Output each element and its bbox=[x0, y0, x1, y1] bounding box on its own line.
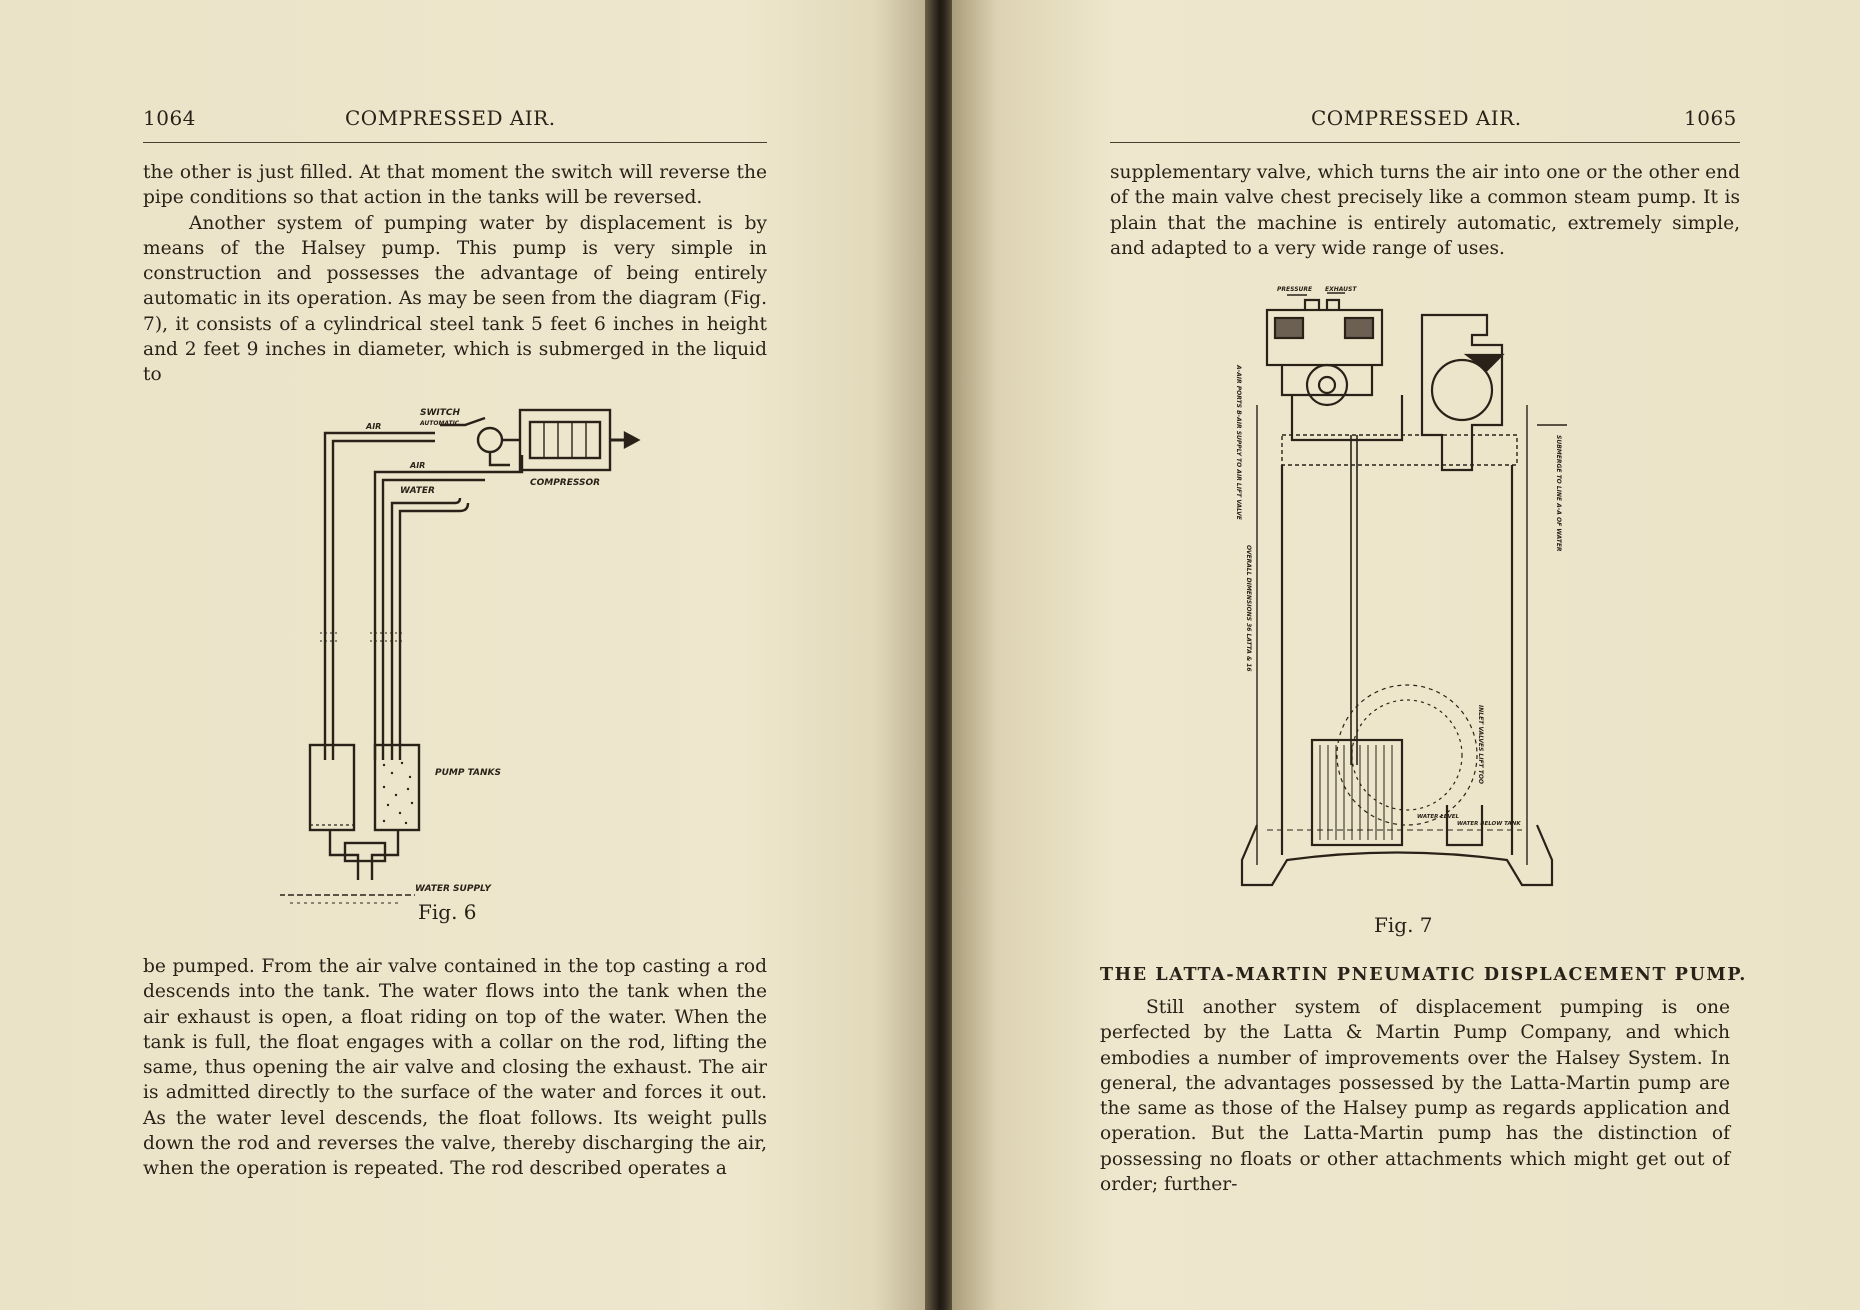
tank-body bbox=[1292, 395, 1402, 440]
air-valve bbox=[1307, 365, 1347, 405]
tank-base bbox=[1242, 825, 1552, 885]
water-pipe bbox=[383, 480, 485, 760]
check-ball bbox=[1432, 360, 1492, 420]
fig7-diagram bbox=[1227, 285, 1577, 910]
left-paragraph-3: be pumped. From the air valve contained in the top casting a rod descends into the tank. The water flows into the tank when the air exhaust is open, a float riding on top of the water. When the tank is full, the float engages with a collar on the rod, lifting the same, thus opening the air valve and closing the exhaust. The air is admitted directly to the surface of the water and forces it out. As the water level descends, the float follows. Its weight pulls down the rod and reverses the valve, thereby discharging the air, when the operation is repeated. The rod described operates a bbox=[143, 956, 767, 1180]
label-pump-tanks: PUMP TANKS bbox=[435, 768, 501, 778]
discharge-outlet bbox=[1422, 315, 1502, 470]
pump-rod bbox=[1351, 435, 1357, 765]
left-bottom-text bbox=[143, 954, 767, 1182]
fig6-diagram bbox=[280, 385, 650, 905]
right-page bbox=[952, 0, 1860, 1310]
label-pressure: PRESSURE bbox=[1277, 286, 1313, 293]
label-water-supply: WATER SUPPLY bbox=[415, 884, 491, 894]
label-automatic: AUTOMATIC bbox=[420, 420, 460, 427]
right-page-number: 1065 bbox=[1684, 106, 1737, 130]
left-running-title: COMPRESSED AIR. bbox=[345, 106, 556, 130]
left-top-text bbox=[143, 160, 767, 388]
right-top-text bbox=[1110, 160, 1740, 261]
label-compressor: COMPRESSOR bbox=[530, 478, 601, 488]
left-paragraph-1: the other is just filled. At that moment the switch will reverse the pipe conditions so that action in the tanks will be reversed. bbox=[143, 162, 767, 209]
label-submerge: SUBMERGE TO LINE A-A OF WATER bbox=[1555, 435, 1562, 552]
right-running-title: COMPRESSED AIR. bbox=[1311, 106, 1522, 130]
left-header-rule bbox=[143, 142, 767, 143]
label-ports-legend: A-AIR PORTS B-AIR SUPPLY TO AIR LIFT VALVE bbox=[1235, 365, 1242, 520]
label-air-mid: AIR bbox=[410, 461, 426, 470]
right-paragraph-2: Still another system of displacement pumping is one perfected by the Latta & Martin Pump Company, and which embodies a number of improvements over the Halsey System. In general, the advantages possessed by the Latta-Martin pump are the same as those of the Halsey pump as regards application and operation. But the Latta-Martin pump has the distinction of possessing no floats or other attachments which might get out of order; further- bbox=[1100, 997, 1730, 1196]
section-heading: THE LATTA-MARTIN PNEUMATIC DISPLACEMENT PUMP. bbox=[1100, 965, 1747, 985]
compressor bbox=[520, 410, 610, 470]
fig7-caption: Fig. 7 bbox=[1374, 913, 1433, 937]
air-pipe-outer bbox=[325, 433, 435, 760]
water-pipe-2 bbox=[392, 498, 460, 760]
right-paragraph-1: supplementary valve, which turns the air into one or the other end of the main valve chest precisely like a common steam pump. It is plain that the machine is entirely automatic, extremely simple, and adapted to a very wide range of uses. bbox=[1110, 162, 1740, 259]
label-air-top: AIR bbox=[366, 422, 382, 431]
fig6-caption: Fig. 6 bbox=[418, 900, 477, 924]
switch-valve bbox=[478, 428, 502, 452]
label-water-below: WATER BELOW TANK bbox=[1457, 821, 1521, 827]
label-dimensions: OVERALL DIMENSIONS 36 LATTA & 16 bbox=[1245, 545, 1252, 672]
label-exhaust: EXHAUST bbox=[1325, 286, 1357, 293]
left-page-number: 1064 bbox=[143, 106, 196, 130]
right-bottom-text bbox=[1100, 995, 1730, 1197]
label-water: WATER bbox=[400, 486, 435, 496]
label-switch: SWITCH bbox=[420, 408, 461, 418]
left-paragraph-2: Another system of pumping water by displacement is by means of the Halsey pump. This pump is very simple in construction and possesses the advantage of being entirely automatic in its operation. As may be seen from the diagram (Fig. 7), it consists of a cylindrical steel tank 5 feet 6 inches in height and 2 feet 9 inches in diameter, which is submerged in the liquid to bbox=[143, 212, 767, 386]
label-inlet-valves: INLET VALVES LIFT TOO bbox=[1477, 705, 1484, 785]
right-header-rule bbox=[1110, 142, 1740, 143]
label-water-level: WATER LEVEL bbox=[1417, 814, 1460, 820]
pump-tank-right bbox=[375, 745, 419, 830]
